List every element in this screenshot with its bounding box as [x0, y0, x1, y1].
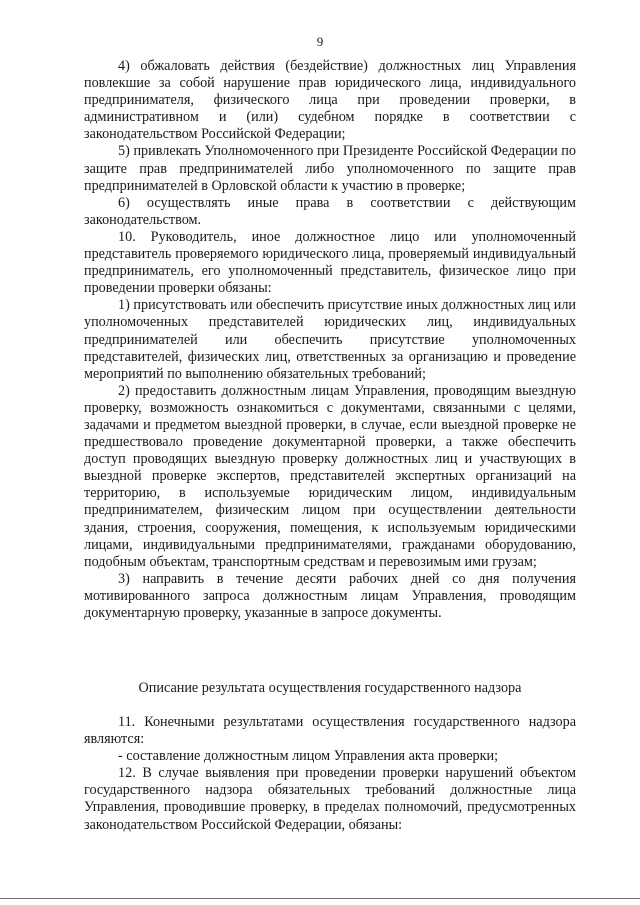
paragraph: 6) осуществлять иные права в соответствии с действующим законодательством.: [84, 194, 576, 228]
paragraph: 5) привлекать Уполномоченного при Президенте Российской Федерации по защите прав предпринимателей либо уполномоченного по защите прав предпринимателей в Орловской области к участию в проверке;: [84, 143, 576, 194]
paragraph: 11. Конечными результатами осуществления государственного надзора являются:: [84, 714, 576, 748]
text-block-bottom: [84, 714, 576, 834]
paragraph: 2) предоставить должностным лицам Управления, проводящим выездную проверку, возможность ознакомиться с документами, связанными с целями, задачами и предметом выездной проверки, в случае, если выездной проверке не предшествовало проведение документарной проверки, а также обеспечить доступ проводящих выездную проверку должностных лиц и участвующих в выездной проверке экспертов, представителей экспертных организаций на территорию, в используемые юридическим лицом, индивидуальным предпринимателем, физическим лицом при осуществлении деятельности здания, строения, сооружения, помещения, к используемым юридическими лицами, индивидуальными предпринимателями, гражданами оборудованию, подобным объектам, транспортным средствам и перевозимым ими грузам;: [84, 382, 576, 570]
paragraph: 3) направить в течение десяти рабочих дней со дня получения мотивированного запроса должностным лицам Управления, проводящим документарную проверку, указанные в запросе документы.: [84, 570, 576, 621]
paragraph: 10. Руководитель, иное должностное лицо или уполномоченный представитель проверяемого юридического лица, проверяемый индивидуальный предприниматель, его уполномоченный представитель, физическое лицо при проведении проверки обязаны:: [84, 228, 576, 297]
paragraph: 1) присутствовать или обеспечить присутствие иных должностных лиц или уполномоченных представителей юридических лиц, индивидуальных предпринимателей или обеспечить присутствие уполномоченных представителей, физических лиц, ответственных за организацию и проведение мероприятий по выполнению обязательных требований;: [84, 297, 576, 382]
paragraph: - составление должностным лицом Управления акта проверки;: [118, 748, 499, 765]
scan-edge-line: [0, 898, 640, 899]
page-number: 9: [316, 34, 324, 49]
text-block-top: [84, 58, 576, 622]
paragraph: 4) обжаловать действия (бездействие) должностных лиц Управления повлекшие за собой нарушение прав юридического лица, индивидуального предпринимателя, физического лица при проведении проверки, в административном и (или) судебном порядке в соответствии с законодательством Российской Федерации;: [84, 58, 576, 143]
section-heading: Описание результата осуществления государственного надзора: [138, 680, 522, 696]
paragraph: 12. В случае выявления при проведении проверки нарушений объектом государственного надзора обязательных требований должностные лица Управления, проводившие проверку, в пределах полномочий, предусмотренных законодательством Российской Федерации, обязаны:: [84, 765, 576, 833]
